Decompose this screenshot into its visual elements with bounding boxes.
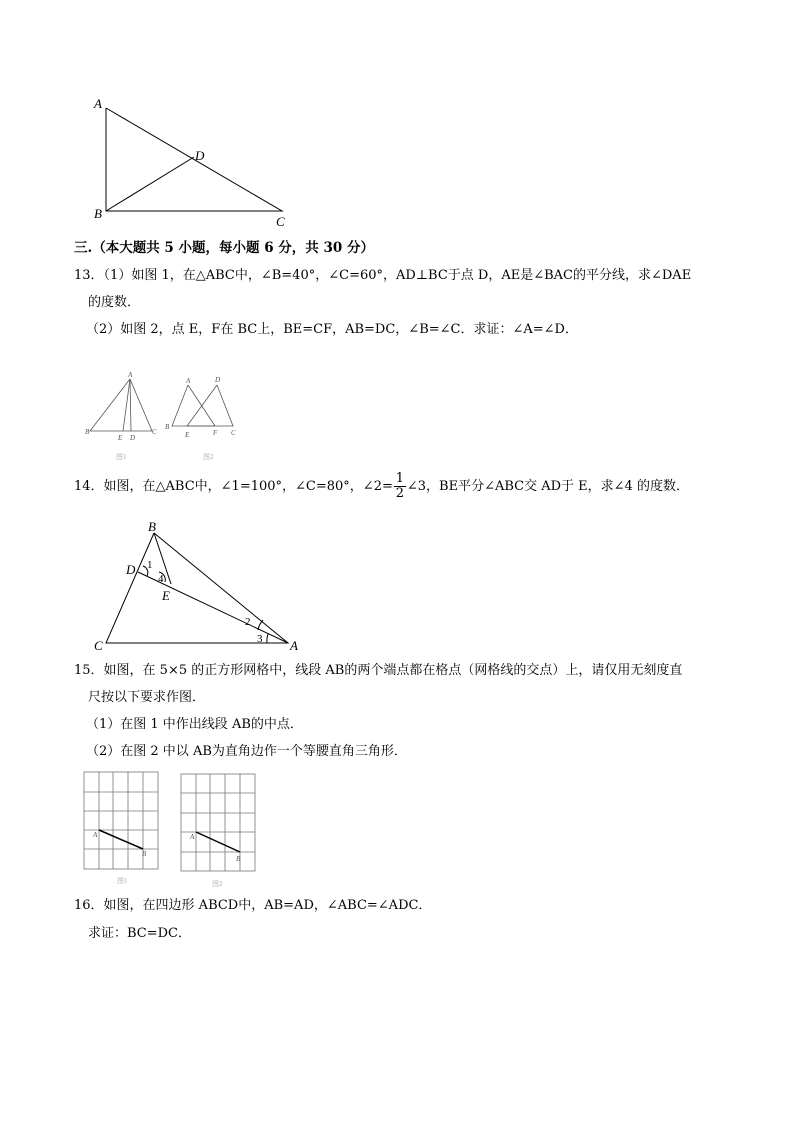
q13-line-3: （2）如图 2，点 E，F在 BC上，BE=CF，AB=DC，∠B=∠C．求证：∠A=∠D．: [86, 322, 578, 337]
q13f2-F: F: [213, 429, 218, 437]
q14-angle-4: 4: [158, 573, 164, 585]
q14-text-after: ∠3，BE平分∠ABC交 AD于 E，求∠4 的度数．: [406, 479, 689, 494]
q14-label-D: D: [126, 562, 136, 577]
q15-grid-1: [84, 772, 158, 869]
q14-label-E: E: [162, 588, 170, 603]
q14-fraction: [394, 472, 406, 501]
q14-line-1: [74, 472, 689, 502]
section-heading: 三.（本大题共 5 小题，每小题 6 分，共 30 分）: [74, 240, 374, 256]
q13f1-C: C: [152, 428, 157, 436]
q14-label-A: A: [290, 638, 298, 653]
label-A: A: [94, 96, 102, 111]
q15f1-A: A: [93, 831, 98, 839]
q13f1-caption: 图1: [116, 453, 127, 461]
q14-angle-1: 1: [147, 559, 153, 571]
q13f2-E: E: [185, 431, 190, 439]
q14-text-before: 14．如图，在△ABC中，∠1=100°，∠C=80°，∠2=: [74, 479, 393, 494]
q14-label-B: B: [148, 519, 156, 534]
q13f2-C: C: [231, 429, 236, 437]
q15f2-A: A: [190, 833, 195, 841]
q15f2-B: B: [236, 855, 241, 863]
q15-line-3: （1）在图 1 中作出线段 AB的中点．: [86, 717, 303, 732]
q13-line-1: 13．（1）如图 1，在△ABC中，∠B=40°，∠C=60°，AD⊥BC于点 D，AE是∠BAC的平分线，求∠DAE: [74, 268, 692, 283]
q15-line-4: （2）在图 2 中以 AB为直角边作一个等腰直角三角形．: [86, 744, 407, 759]
q15-line-2: 尺按以下要求作图．: [88, 690, 206, 705]
q13f1-B: B: [85, 428, 90, 436]
q15f2-caption: 图2: [212, 880, 223, 888]
q15f1-caption: 图1: [117, 877, 128, 885]
q16-line-2: 求证：BC=DC．: [88, 926, 192, 941]
q14-angle-3: 3: [257, 633, 263, 645]
q13f2-caption: 图2: [203, 453, 214, 461]
q15-line-1: 15．如图，在 5×5 的正方形网格中，线段 AB的两个端点都在格点（网格线的交点）上，请仅用无刻度直: [74, 663, 683, 678]
q13f2-A: A: [186, 377, 191, 385]
q15-grid-2: [181, 774, 255, 871]
q16-line-1: 16．如图，在四边形 ABCD中，AB=AD，∠ABC=∠ADC．: [74, 898, 432, 913]
q13-line-2: 的度数．: [88, 295, 141, 310]
fraction-denominator: 2: [395, 486, 405, 501]
fraction-numerator: 1: [395, 471, 405, 486]
q14-angle-2: 2: [245, 616, 251, 628]
q13-figure-1: [90, 379, 152, 431]
label-D: D: [195, 148, 205, 163]
q13f1-D: D: [130, 434, 136, 442]
q14-label-C: C: [94, 638, 103, 653]
label-B: B: [94, 206, 102, 221]
q13f1-E: E: [118, 434, 123, 442]
q13-figure-2: [172, 385, 233, 426]
q15f1-B: B: [142, 850, 147, 858]
top-triangle-figure: [106, 108, 282, 211]
q14-triangle-figure: [106, 533, 288, 643]
label-C: C: [276, 214, 285, 229]
q13f1-A: A: [128, 371, 133, 379]
q13f2-D: D: [215, 376, 221, 384]
q13f2-B: B: [165, 423, 170, 431]
